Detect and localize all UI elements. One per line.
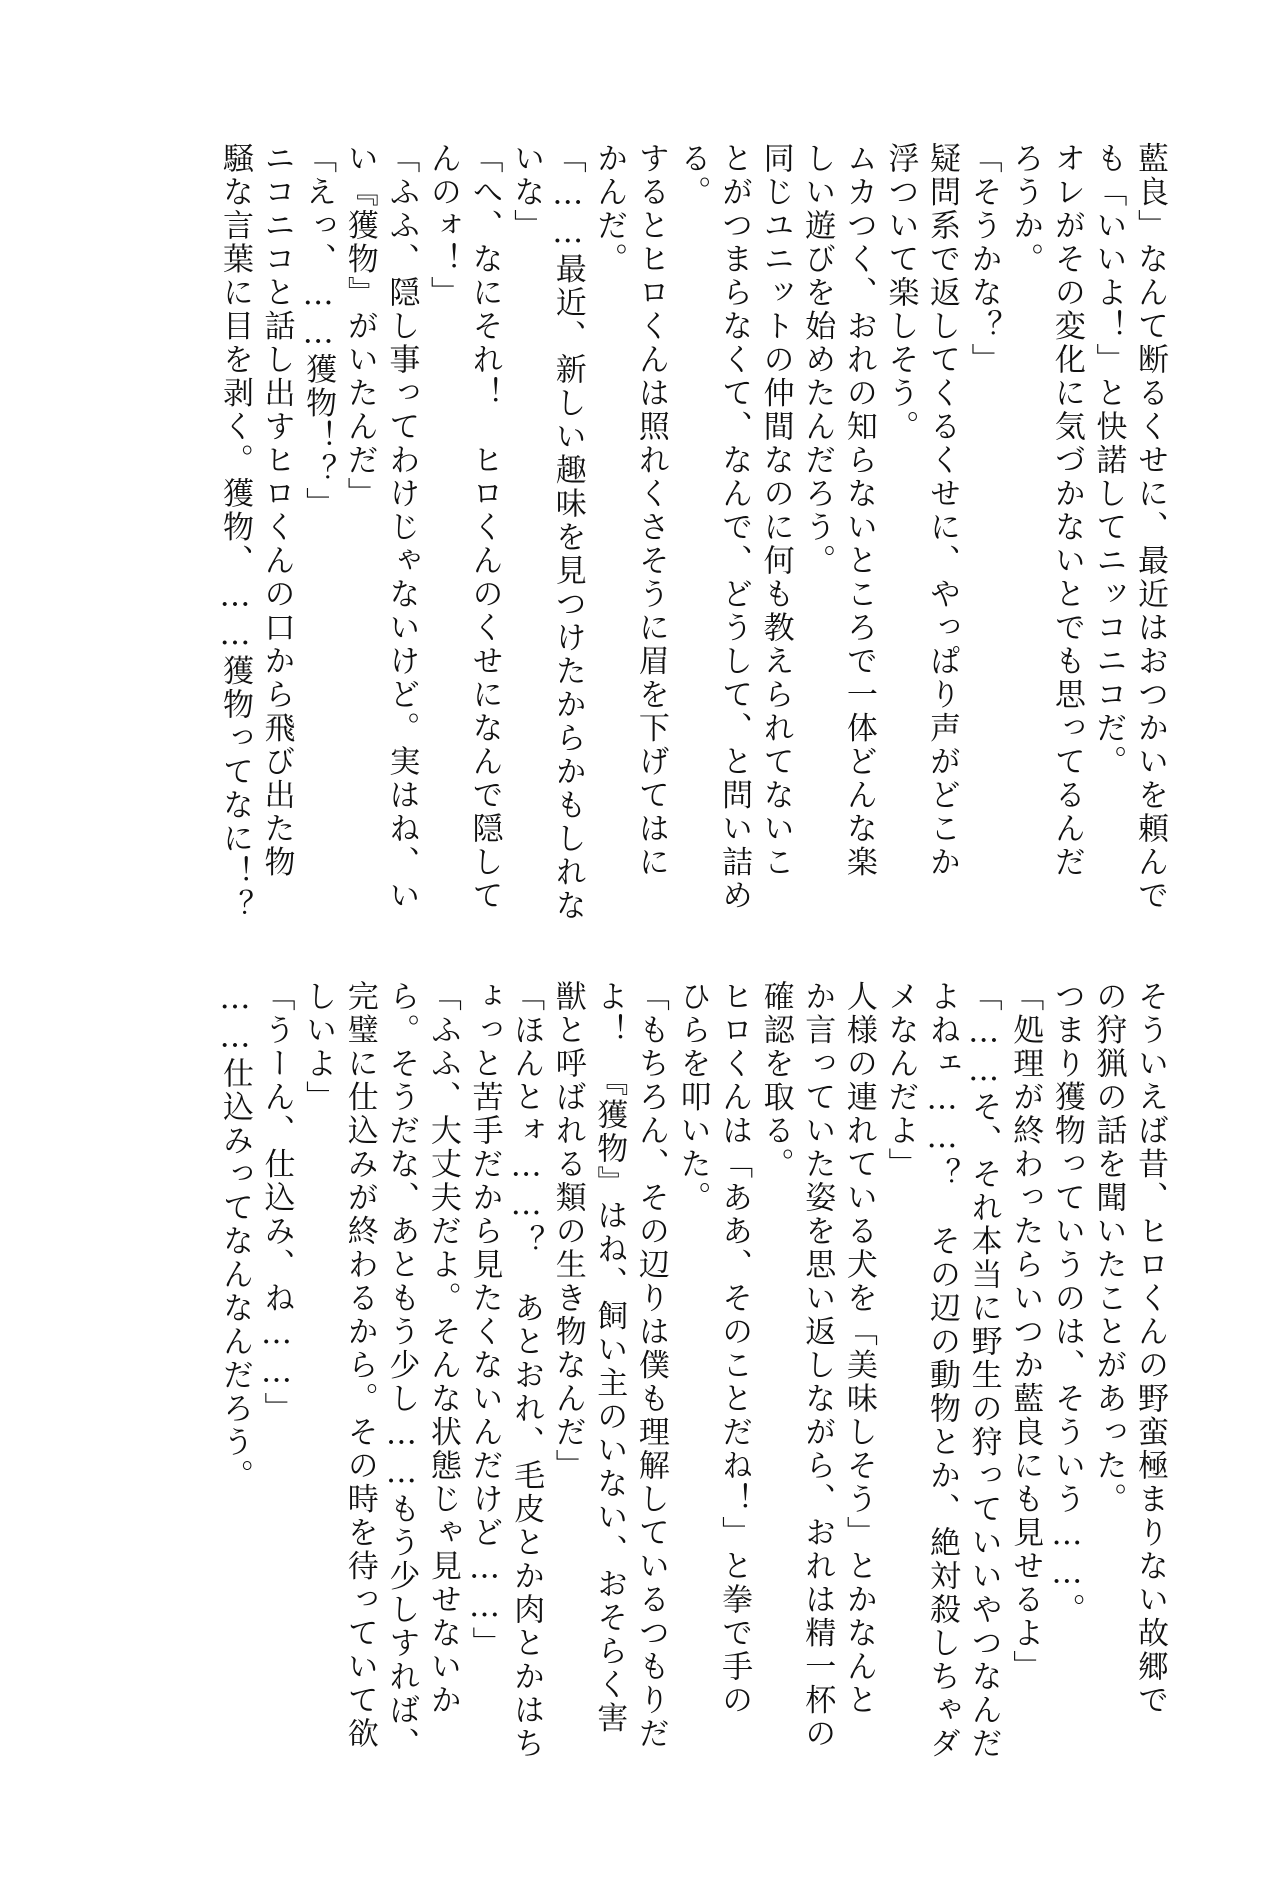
text-column: メなんだよ」 xyxy=(882,980,919,1181)
text-column: 浮ついて楽しそう。 xyxy=(882,142,919,444)
text-column: 「えっ、……獲物！？」 xyxy=(300,142,337,521)
text-column: か言っていた姿を思い返しながら、おれは精一杯の xyxy=(799,980,836,1751)
text-column: ょっと苦手だから見たくないんだけど……」 xyxy=(466,980,503,1660)
text-column: かんだ。 xyxy=(591,142,628,276)
text-column: の狩猟の話を聞いたことがあった。 xyxy=(1090,980,1127,1516)
text-column: んのォ！」 xyxy=(424,142,461,310)
text-column: ら。そうだな、あともう少し……もう少しすれば、 xyxy=(383,980,420,1761)
text-column: とがつまらなくて、なんで、どうして、と問い詰め xyxy=(716,142,753,913)
text-column: ニコニコと話し出すヒロくんの口から飛び出た物 xyxy=(258,142,295,879)
text-column: 「……最近、新しい趣味を見つけたからかもしれな xyxy=(549,142,586,923)
text-column: 「ほんとォ……？ あとおれ、毛皮とか肉とかはち xyxy=(508,980,545,1761)
text-column: ろうか。 xyxy=(1007,142,1044,276)
text-column: 完璧に仕込みが終わるから。その時を待っていて欲 xyxy=(341,980,378,1751)
text-column: 獣と呼ばれる類の生き物なんだ」 xyxy=(549,980,586,1483)
text-column: 確認を取る。 xyxy=(757,980,794,1181)
text-column: 人様の連れている犬を「美味しそう」とかなんと xyxy=(840,980,877,1717)
text-block-bottom xyxy=(140,980,1170,1800)
text-column: いな」 xyxy=(508,142,545,243)
text-column: そういえば昔、ヒロくんの野蛮極まりない故郷で xyxy=(1132,980,1168,1717)
text-column: オレがその変化に気づかないとでも思ってるんだ xyxy=(1048,142,1085,879)
text-column: 藍良」なんて断るくせに、最近はおつかいを頼んで xyxy=(1132,142,1168,913)
text-column: 「うーん、仕込み、ね……」 xyxy=(258,980,295,1426)
text-column: しい遊びを始めたんだろう。 xyxy=(799,142,836,578)
text-column: 疑問系で返してくるくせに、やっぱり声がどこか xyxy=(924,142,961,879)
text-column: 「……そ、それ本当に野生の狩っていいやつなんだ xyxy=(965,980,1002,1761)
text-column: る。 xyxy=(674,142,711,209)
text-column: よ！ 『獲物』はね、飼い主のいない、おそらく害 xyxy=(591,980,628,1735)
text-column: よねェ……？ その辺の動物とか、絶対殺しちゃダ xyxy=(924,980,961,1761)
text-column: い『獲物』がいたんだ」 xyxy=(341,142,378,511)
text-column: するとヒロくんは照れくさそうに眉を下げてはに xyxy=(632,142,669,879)
text-column: 「そうかな？」 xyxy=(965,142,1002,377)
text-column: も「いいよ！」と快諾してニッコニコだ。 xyxy=(1090,142,1127,779)
text-column: ……仕込みってなんなんだろう。 xyxy=(216,980,253,1493)
text-column: 「へ、なにそれ！ ヒロくんのくせになんで隠して xyxy=(466,142,503,913)
text-column: 騒な言葉に目を剥く。獲物、……獲物ってなに！？ xyxy=(216,142,253,923)
text-column: 「ふふ、大丈夫だよ。そんな状態じゃ見せないか xyxy=(424,980,461,1717)
text-column: ムカつく、おれの知らないところで一体どんな楽 xyxy=(840,142,877,879)
text-column: ヒロくんは「ああ、そのことだね！」と拳で手の xyxy=(716,980,753,1717)
text-column: ひらを叩いた。 xyxy=(674,980,711,1215)
text-block-top xyxy=(140,142,1170,962)
text-column: 「もちろん、その辺りは僕も理解しているつもりだ xyxy=(632,980,669,1751)
text-column: しいよ」 xyxy=(300,980,337,1114)
text-column: 「処理が終わったらいつか藍良にも見せるよ」 xyxy=(1007,980,1044,1684)
text-column: つまり獲物っていうのは、そういう……。 xyxy=(1048,980,1085,1627)
text-column: 「ふふ、隠し事ってわけじゃないけど。実はね、い xyxy=(383,142,420,913)
text-column: 同じユニットの仲間なのに何も教えられてないこ xyxy=(757,142,794,879)
